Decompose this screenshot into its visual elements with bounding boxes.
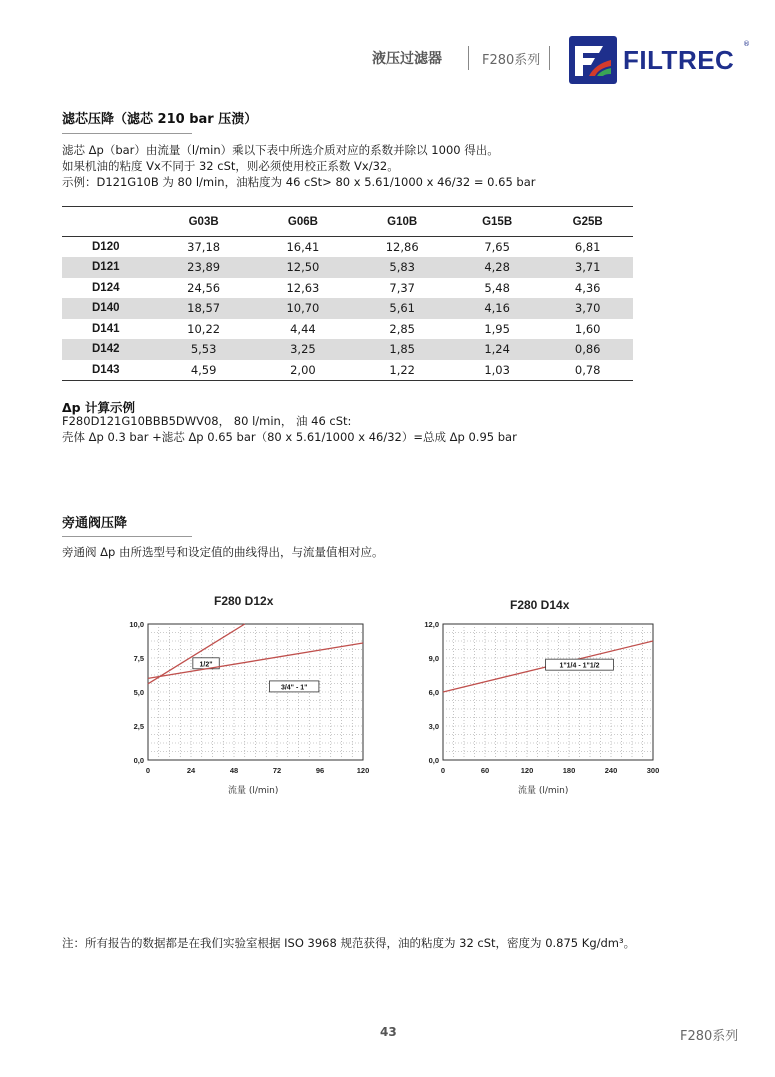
column-header: G06B bbox=[253, 207, 352, 237]
intro-line-1: 滤芯 Δp（bar）由流量（l/min）乘以下表中所选介质对应的系数并除以 1000 得出。 bbox=[62, 143, 499, 157]
logo-text: FILTREC bbox=[623, 45, 735, 75]
calc-example-title: Δp 计算示例 bbox=[62, 400, 135, 415]
table-cell: 2,85 bbox=[389, 321, 415, 336]
y-tick-label: 9,0 bbox=[428, 654, 439, 663]
table-corner bbox=[62, 207, 154, 237]
calc-example-line-1: F280D121G10BBB5DWV08， 80 l/min， 油 46 cSt: bbox=[62, 414, 352, 428]
x-tick-label: 180 bbox=[562, 766, 576, 775]
table-cell: 4,16 bbox=[452, 298, 543, 319]
table-row bbox=[62, 319, 633, 340]
y-tick-label: 0,0 bbox=[133, 756, 144, 765]
y-tick-label: 0,0 bbox=[428, 756, 439, 765]
table-row bbox=[62, 339, 633, 360]
table-cell: 1,95 bbox=[484, 321, 510, 336]
x-tick-label: 72 bbox=[272, 766, 282, 775]
row-header: D141 bbox=[92, 322, 120, 335]
chart-1 bbox=[110, 612, 375, 782]
series-label: 1/2" bbox=[199, 661, 213, 669]
table-cell: 4,59 bbox=[154, 360, 253, 381]
table-cell: 3,70 bbox=[542, 298, 633, 319]
y-tick-label: 12,0 bbox=[424, 620, 439, 629]
table-cell: 1,03 bbox=[452, 360, 543, 381]
table-cell: 5,48 bbox=[484, 280, 510, 295]
y-tick-label: 3,0 bbox=[428, 722, 439, 731]
x-tick-label: 120 bbox=[520, 766, 534, 775]
intro-line-2: 如果机油的粘度 Vx不同于 32 cSt，则必须使用校正系数 Vx/32。 bbox=[62, 159, 399, 173]
table-cell: 6,81 bbox=[574, 240, 601, 254]
table-cell: 23,89 bbox=[154, 257, 253, 278]
x-tick-label: 0 bbox=[440, 766, 446, 775]
section-title-element-pressure-drop: 滤芯压降（滤芯 210 bar 压溃） bbox=[62, 112, 258, 127]
table-cell: 3,25 bbox=[253, 339, 352, 360]
table-row bbox=[62, 360, 633, 381]
table-cell: 16,41 bbox=[286, 240, 320, 254]
row-header: D120 bbox=[92, 241, 120, 253]
header-separator bbox=[468, 46, 469, 70]
table-cell: 12,63 bbox=[286, 280, 320, 295]
row-header: D140 bbox=[62, 298, 154, 319]
row-header: D121 bbox=[62, 257, 154, 278]
table-cell: 5,53 bbox=[154, 339, 253, 360]
column-header: G15B bbox=[452, 207, 543, 237]
table-cell: 24,56 bbox=[187, 280, 221, 295]
table-cell: 12,86 bbox=[385, 240, 419, 254]
table-cell: 10,70 bbox=[253, 298, 352, 319]
table-cell: 2,00 bbox=[253, 360, 352, 381]
plot-area bbox=[148, 624, 363, 760]
calc-example-line-2: 壳体 Δp 0.3 bar +滤芯 Δp 0.65 bar（80 x 5.61/1000 x 46/32）=总成 Δp 0.95 bar bbox=[62, 430, 517, 444]
row-header: D142 bbox=[62, 339, 154, 360]
chart-2-title: F280 D14x bbox=[510, 598, 570, 612]
table-cell: 12,50 bbox=[253, 257, 352, 278]
table-cell: 4,44 bbox=[290, 321, 316, 336]
table-row bbox=[62, 278, 633, 299]
table-header-row bbox=[62, 207, 633, 237]
column-header: G03B bbox=[154, 207, 253, 237]
table-cell: 7,37 bbox=[389, 280, 415, 295]
table-cell: 1,60 bbox=[574, 321, 601, 336]
table-row bbox=[62, 298, 633, 319]
series-label: 3/4" - 1" bbox=[280, 684, 308, 692]
table-cell: 1,24 bbox=[452, 339, 543, 360]
chart-1-title: F280 D12x bbox=[214, 594, 274, 608]
section-rule bbox=[62, 536, 192, 537]
chart-2 bbox=[410, 612, 670, 782]
bypass-description: 旁通阀 Δp 由所选型号和设定值的曲线得出，与流量值相对应。 bbox=[62, 545, 384, 559]
y-tick-label: 5,0 bbox=[133, 688, 144, 697]
row-header: D143 bbox=[62, 360, 154, 381]
y-tick-label: 2,5 bbox=[133, 722, 144, 731]
page-number: 43 bbox=[380, 1025, 397, 1039]
table-cell: 18,57 bbox=[154, 298, 253, 319]
series-label: 1"1/4 - 1"1/2 bbox=[559, 662, 600, 670]
x-tick-label: 24 bbox=[186, 766, 196, 775]
x-tick-label: 48 bbox=[229, 766, 239, 775]
filtrec-logo bbox=[569, 36, 753, 84]
table-cell: 0,86 bbox=[542, 339, 633, 360]
logo-registered-mark: ® bbox=[743, 40, 750, 48]
footer-series: F280系列 bbox=[680, 1029, 739, 1044]
y-tick-label: 10,0 bbox=[129, 620, 144, 629]
table-cell: 1,85 bbox=[353, 339, 452, 360]
table-cell: 4,28 bbox=[452, 257, 543, 278]
header-series: F280系列 bbox=[482, 53, 541, 68]
x-tick-label: 0 bbox=[145, 766, 151, 775]
table-cell: 5,83 bbox=[353, 257, 452, 278]
intro-line-3: 示例：D121G10B 为 80 l/min，油粘度为 46 cSt> 80 x 5.61/1000 x 46/32 = 0.65 bar bbox=[62, 175, 536, 189]
footnote: 注：所有报告的数据都是在我们实验室根据 ISO 3968 规范获得，油的粘度为 32 cSt，密度为 0.875 Kg/dm³。 bbox=[62, 936, 636, 950]
y-tick-label: 7,5 bbox=[133, 654, 144, 663]
chart-1-xlabel: 流量 (l/min) bbox=[228, 786, 279, 796]
table-cell: 5,61 bbox=[353, 298, 452, 319]
table-cell: 4,36 bbox=[574, 280, 601, 295]
table-row bbox=[62, 257, 633, 278]
x-tick-label: 300 bbox=[646, 766, 660, 775]
chart-2-xlabel: 流量 (l/min) bbox=[518, 786, 569, 796]
x-tick-label: 240 bbox=[604, 766, 618, 775]
column-header: G25B bbox=[542, 207, 633, 237]
table-cell: 10,22 bbox=[187, 321, 221, 336]
table-row bbox=[62, 237, 633, 258]
table-cell: 0,78 bbox=[542, 360, 633, 381]
row-header: D124 bbox=[92, 281, 120, 294]
x-tick-label: 120 bbox=[356, 766, 370, 775]
header-title: 液压过滤器 bbox=[372, 51, 442, 67]
x-tick-label: 96 bbox=[315, 766, 325, 775]
table-cell: 3,71 bbox=[542, 257, 633, 278]
logo-mark-icon bbox=[569, 36, 617, 84]
table-cell: 7,65 bbox=[484, 240, 510, 254]
section-title-bypass-valve: 旁通阀压降 bbox=[62, 516, 128, 531]
column-header: G10B bbox=[353, 207, 452, 237]
header-separator bbox=[549, 46, 550, 70]
coefficient-table bbox=[62, 206, 633, 381]
y-tick-label: 6,0 bbox=[428, 688, 439, 697]
section-rule bbox=[62, 133, 192, 134]
x-tick-label: 60 bbox=[480, 766, 490, 775]
table-cell: 37,18 bbox=[187, 240, 221, 254]
table-cell: 1,22 bbox=[353, 360, 452, 381]
